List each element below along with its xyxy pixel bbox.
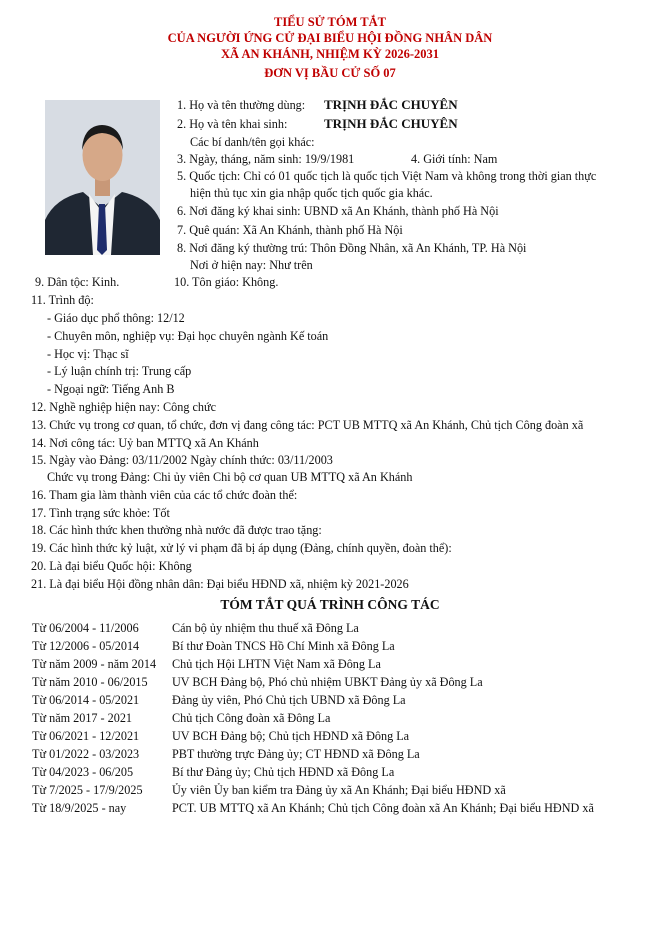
work-period: Từ 04/2023 - 06/205 [32,765,134,779]
work-role: UV BCH Đảng bộ, Phó chủ nhiệm UBKT Đảng ủy xã Đông La [172,675,483,689]
work-history-row [32,746,420,764]
field-health: 17. Tình trạng sức khỏe: Tốt [31,506,170,520]
electoral-unit: ĐƠN VỊ BẦU CỬ SỐ 07 [264,66,396,80]
work-role: Chủ tịch Công đoàn xã Đông La [172,711,331,725]
work-period: Từ năm 2010 - 06/2015 [32,675,148,689]
work-role: UV BCH Đảng bộ; Chủ tịch HĐND xã Đông La [172,729,410,743]
work-role: Đảng ủy viên, Phó Chủ tịch UBND xã Đông La [172,693,406,707]
field-current-residence: Nơi ở hiện nay: Như trên [190,258,313,272]
field-aliases: Các bí danh/tên gọi khác: [190,135,315,149]
work-history-title: TÓM TẮT QUÁ TRÌNH CÔNG TÁC [220,597,440,612]
field-ethnicity: 9. Dân tộc: Kinh. [35,275,120,289]
field-common-name-label: 1. Họ và tên thường dùng: [177,98,306,112]
work-history-row [32,782,506,800]
field-political-theory: - Lý luận chính trị: Trung cấp [47,364,192,378]
field-academic-degree: - Học vị: Thạc sĩ [47,347,129,361]
field-party-position: Chức vụ trong Đảng: Chi ủy viên Chi bộ cơ quan UB MTTQ xã An Khánh [47,470,413,484]
work-history-row [32,692,406,710]
field-position: 13. Chức vụ trong cơ quan, tổ chức, đơn vị đang công tác: PCT UB MTTQ xã An Khánh, Chủ tịch Công đoàn xã [31,418,584,432]
work-period: Từ 06/2004 - 11/2006 [32,621,139,635]
field-nationality-cont: hiện thủ tục xin gia nhập quốc tịch quốc gia khác. [190,186,433,200]
field-gender: 4. Giới tính: Nam [411,152,498,166]
work-role: Ủy viên Ủy ban kiểm tra Đảng ủy xã An Khánh; Đại biểu HĐND xã [172,783,506,797]
work-role: Cán bộ ủy nhiệm thu thuế xã Đông La [172,621,359,635]
candidate-portrait-image [45,100,160,255]
work-history-row [32,710,330,728]
field-common-name-value: TRỊNH ĐẮC CHUYÊN [324,97,458,112]
field-professional-qualification: - Chuyên môn, nghiệp vụ: Đại học chuyên ngành Kế toán [47,329,329,343]
work-period: Từ 18/9/2025 - nay [32,801,127,815]
work-role: Bí thư Đảng ủy; Chủ tịch HĐND xã Đông La [172,765,395,779]
work-role: Chủ tịch Hội LHTN Việt Nam xã Đông La [172,657,381,671]
work-history-row [32,656,381,674]
work-period: Từ 01/2022 - 03/2023 [32,747,140,761]
candidate-photo [45,100,160,255]
field-party-admission: 15. Ngày vào Đảng: 03/11/2002 Ngày chính thức: 03/11/2003 [31,453,333,467]
work-role: PBT thường trực Đảng ủy; CT HĐND xã Đông La [172,747,420,761]
field-religion: 10. Tôn giáo: Không. [174,275,279,289]
field-birth-name-value: TRỊNH ĐẮC CHUYÊN [324,116,458,131]
field-peoples-council: 21. Là đại biểu Hội đồng nhân dân: Đại biểu HĐND xã, nhiệm kỳ 2021-2026 [31,577,409,591]
work-role: Bí thư Đoàn TNCS Hồ Chí Minh xã Đông La [172,639,395,653]
work-history-row [32,800,594,818]
field-foreign-language: - Ngoại ngữ: Tiếng Anh B [47,382,175,396]
work-period: Từ năm 2009 - năm 2014 [32,657,157,671]
work-history-row [32,728,409,746]
field-disciplinary: 19. Các hình thức kỷ luật, xử lý vi phạm đã bị áp dụng (Đảng, chính quyền, đoàn thể): [31,541,452,555]
work-period: Từ 06/2014 - 05/2021 [32,693,140,707]
field-permanent-residence: 8. Nơi đăng ký thường trú: Thôn Đồng Nhân, xã An Khánh, TP. Hà Nội [177,241,527,255]
field-birth-name-label: 2. Họ và tên khai sinh: [177,117,288,131]
work-period: Từ 7/2025 - 17/9/2025 [32,783,143,797]
work-period: Từ 06/2021 - 12/2021 [32,729,140,743]
field-education-heading: 11. Trình độ: [31,293,94,307]
field-national-assembly: 20. Là đại biểu Quốc hội: Không [31,559,192,573]
work-history-row [32,674,483,692]
field-occupation: 12. Nghề nghiệp hiện nay: Công chức [31,400,216,414]
doc-title: TIỂU SỬ TÓM TẮT [274,15,386,29]
work-history-row [32,620,359,638]
field-date-of-birth: 3. Ngày, tháng, năm sinh: 19/9/1981 [177,152,355,166]
field-birth-registration: 6. Nơi đăng ký khai sinh: UBND xã An Khánh, thành phố Hà Nội [177,204,499,218]
field-general-education: - Giáo dục phổ thông: 12/12 [47,311,185,325]
doc-subtitle: CỦA NGƯỜI ỨNG CỬ ĐẠI BIỂU HỘI ĐỒNG NHÂN DÂN [167,31,493,45]
work-period: Từ 12/2006 - 05/2014 [32,639,140,653]
work-role: PCT. UB MTTQ xã An Khánh; Chủ tịch Công đoàn xã An Khánh; Đại biểu HĐND xã [172,801,594,815]
field-organizations: 16. Tham gia làm thành viên của các tổ chức đoàn thể: [31,488,298,502]
work-history-row [32,638,395,656]
doc-commune-term: XÃ AN KHÁNH, NHIỆM KỲ 2026-2031 [220,47,440,61]
field-nationality: 5. Quốc tịch: Chỉ có 01 quốc tịch là quốc tịch Việt Nam và không trong thời gian thực [177,169,597,183]
field-workplace: 14. Nơi công tác: Uỷ ban MTTQ xã An Khánh [31,436,259,450]
work-period: Từ năm 2017 - 2021 [32,711,133,725]
work-history-row [32,764,394,782]
field-awards: 18. Các hình thức khen thưởng nhà nước đã được trao tặng: [31,523,322,537]
field-hometown: 7. Quê quán: Xã An Khánh, thành phố Hà Nội [177,223,403,237]
